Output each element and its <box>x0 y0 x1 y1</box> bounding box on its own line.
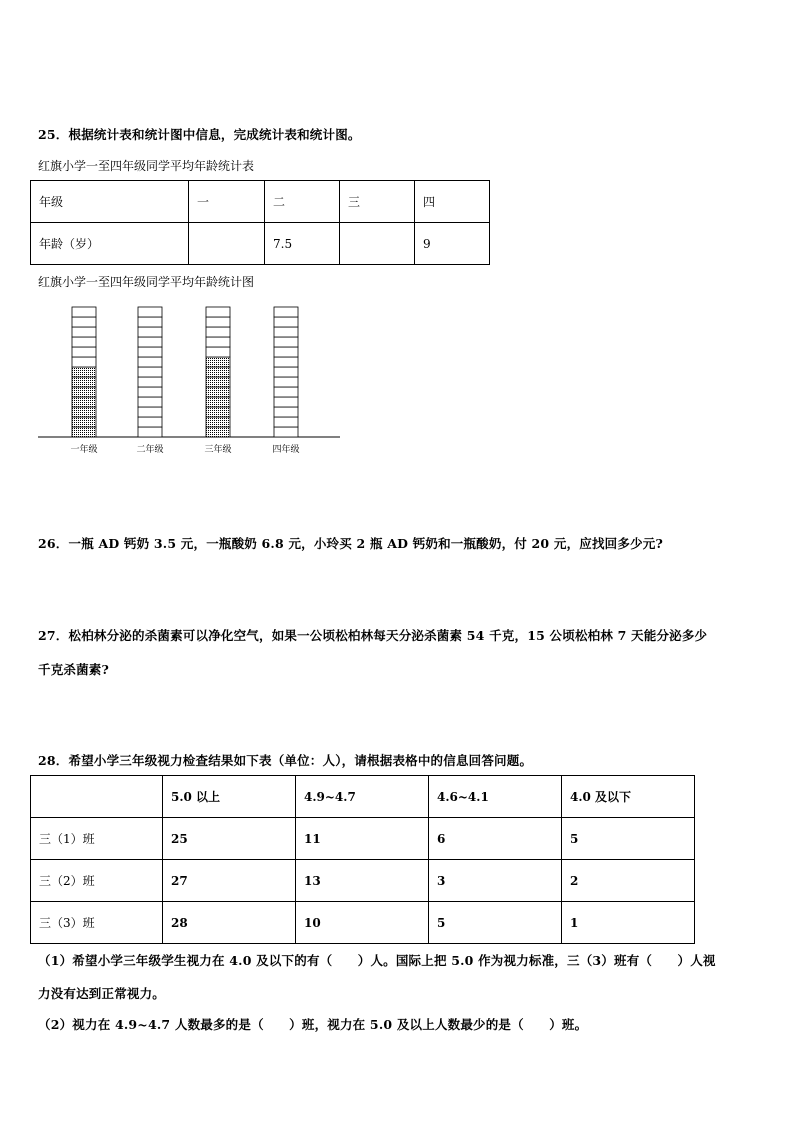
age-table-row-grade <box>31 181 490 223</box>
q25-chart-title: 红旗小学一至四年级同学平均年龄统计图 <box>38 275 255 289</box>
age-bar-chart <box>30 298 350 446</box>
bar-empty-cell <box>274 347 298 357</box>
bar-empty-cell <box>206 337 230 347</box>
vision-header-cell: 4.9~4.7 <box>296 776 429 818</box>
bar-empty-cell <box>138 337 162 347</box>
q27-prompt-line1: 27．松柏林分泌的杀菌素可以净化空气，如果一公顷松柏林每天分泌杀菌素 54 千克，15 公顷松柏林 7 天能分泌多少 <box>38 628 708 643</box>
bar-empty-cell <box>72 357 96 367</box>
bar-empty-cell <box>138 347 162 357</box>
bar-1 <box>72 307 96 437</box>
vision-cell: 27 <box>163 860 296 902</box>
bar-empty-cell <box>138 377 162 387</box>
x-tick-label: 一年级 <box>70 445 98 455</box>
bar-empty-cell <box>138 407 162 417</box>
q28-sub2: （2）视力在 4.9~4.7 人数最多的是（ ）班，视力在 5.0 及以上人数最少的是（ ）班。 <box>38 1017 588 1032</box>
age-table-cell: 二 <box>265 181 340 223</box>
q25-table-title: 红旗小学一至四年级同学平均年龄统计表 <box>38 159 255 173</box>
bar-empty-cell <box>72 317 96 327</box>
age-table-cell: 9 <box>415 223 490 265</box>
q28-sub1-line1: （1）希望小学三年级学生视力在 4.0 及以下的有（ ）人。国际上把 5.0 作为视力标准，三（3）班有（ ）人视 <box>38 953 716 968</box>
bar-empty-cell <box>138 327 162 337</box>
bar-filled-cell <box>72 367 96 377</box>
bar-filled-cell <box>206 397 230 407</box>
bar-empty-cell <box>206 327 230 337</box>
x-tick-label: 二年级 <box>136 445 164 455</box>
bar-empty-cell <box>72 307 96 317</box>
bar-empty-cell <box>138 417 162 427</box>
age-table-cell: 7.5 <box>265 223 340 265</box>
q28-sub1-line2: 力没有达到正常视力。 <box>38 986 166 1001</box>
bar-filled-cell <box>72 417 96 427</box>
age-table-cell: 年龄（岁） <box>31 223 189 265</box>
bar-empty-cell <box>274 377 298 387</box>
age-table-row-age <box>31 223 490 265</box>
bar-empty-cell <box>72 347 96 357</box>
bar-empty-cell <box>274 337 298 347</box>
bar-empty-cell <box>138 367 162 377</box>
bar-filled-cell <box>206 407 230 417</box>
vision-table-row <box>31 860 695 902</box>
bar-filled-cell <box>206 367 230 377</box>
vision-cell: 10 <box>296 902 429 944</box>
vision-cell: 5 <box>429 902 562 944</box>
x-tick-label: 四年级 <box>272 445 300 455</box>
q25-prompt: 25．根据统计表和统计图中信息，完成统计表和统计图。 <box>38 127 361 142</box>
q26-prompt: 26．一瓶 AD 钙奶 3.5 元，一瓶酸奶 6.8 元，小玲买 2 瓶 AD 钙奶和一瓶酸奶，付 20 元，应找回多少元? <box>38 536 664 551</box>
vision-cell: 25 <box>163 818 296 860</box>
age-table-cell: 一 <box>189 181 265 223</box>
vision-header-cell <box>31 776 163 818</box>
bar-filled-cell <box>206 387 230 397</box>
bar-filled-cell <box>72 387 96 397</box>
bar-empty-cell <box>72 327 96 337</box>
bar-empty-cell <box>206 347 230 357</box>
bar-empty-cell <box>274 417 298 427</box>
bar-filled-cell <box>72 427 96 437</box>
vision-cell: 13 <box>296 860 429 902</box>
bar-empty-cell <box>138 397 162 407</box>
bar-empty-cell <box>138 387 162 397</box>
bar-empty-cell <box>206 317 230 327</box>
bar-empty-cell <box>274 327 298 337</box>
bar-empty-cell <box>138 427 162 437</box>
vision-cell: 28 <box>163 902 296 944</box>
vision-header-cell: 4.6~4.1 <box>429 776 562 818</box>
vision-cell: 11 <box>296 818 429 860</box>
bar-filled-cell <box>72 407 96 417</box>
age-table-cell: 四 <box>415 181 490 223</box>
bar-4 <box>274 307 298 437</box>
bar-empty-cell <box>138 357 162 367</box>
vision-cell: 1 <box>562 902 695 944</box>
q27-prompt-line2: 千克杀菌素? <box>38 662 110 677</box>
bar-empty-cell <box>274 307 298 317</box>
vision-row-label: 三（2）班 <box>31 860 163 902</box>
age-table-blank-cell[interactable] <box>189 223 265 265</box>
vision-header-cell: 5.0 以上 <box>163 776 296 818</box>
vision-cell: 6 <box>429 818 562 860</box>
vision-table-row <box>31 818 695 860</box>
bar-empty-cell <box>274 387 298 397</box>
vision-header-cell: 4.0 及以下 <box>562 776 695 818</box>
vision-cell: 3 <box>429 860 562 902</box>
vision-table-header <box>31 776 695 818</box>
age-table-cell: 三 <box>340 181 415 223</box>
vision-row-label: 三（1）班 <box>31 818 163 860</box>
bar-empty-cell <box>274 397 298 407</box>
bar-empty-cell <box>138 317 162 327</box>
vision-table-row <box>31 902 695 944</box>
vision-cell: 5 <box>562 818 695 860</box>
bar-empty-cell <box>138 307 162 317</box>
vision-table <box>30 775 695 944</box>
bar-empty-cell <box>274 317 298 327</box>
bar-filled-cell <box>72 397 96 407</box>
bar-filled-cell <box>72 377 96 387</box>
age-table-cell: 年级 <box>31 181 189 223</box>
bar-empty-cell <box>274 407 298 417</box>
bar-empty-cell <box>274 427 298 437</box>
bar-empty-cell <box>274 367 298 377</box>
q28-prompt: 28．希望小学三年级视力检查结果如下表（单位：人），请根据表格中的信息回答问题。 <box>38 753 533 768</box>
age-table <box>30 180 490 265</box>
bar-filled-cell <box>206 427 230 437</box>
bar-3 <box>206 307 230 437</box>
vision-row-label: 三（3）班 <box>31 902 163 944</box>
bar-2 <box>138 307 162 437</box>
bar-filled-cell <box>206 357 230 367</box>
x-tick-label: 三年级 <box>204 445 232 455</box>
age-table-blank-cell[interactable] <box>340 223 415 265</box>
vision-cell: 2 <box>562 860 695 902</box>
bar-filled-cell <box>206 417 230 427</box>
bar-filled-cell <box>206 377 230 387</box>
bar-empty-cell <box>72 337 96 347</box>
bar-empty-cell <box>274 357 298 367</box>
bar-empty-cell <box>206 307 230 317</box>
